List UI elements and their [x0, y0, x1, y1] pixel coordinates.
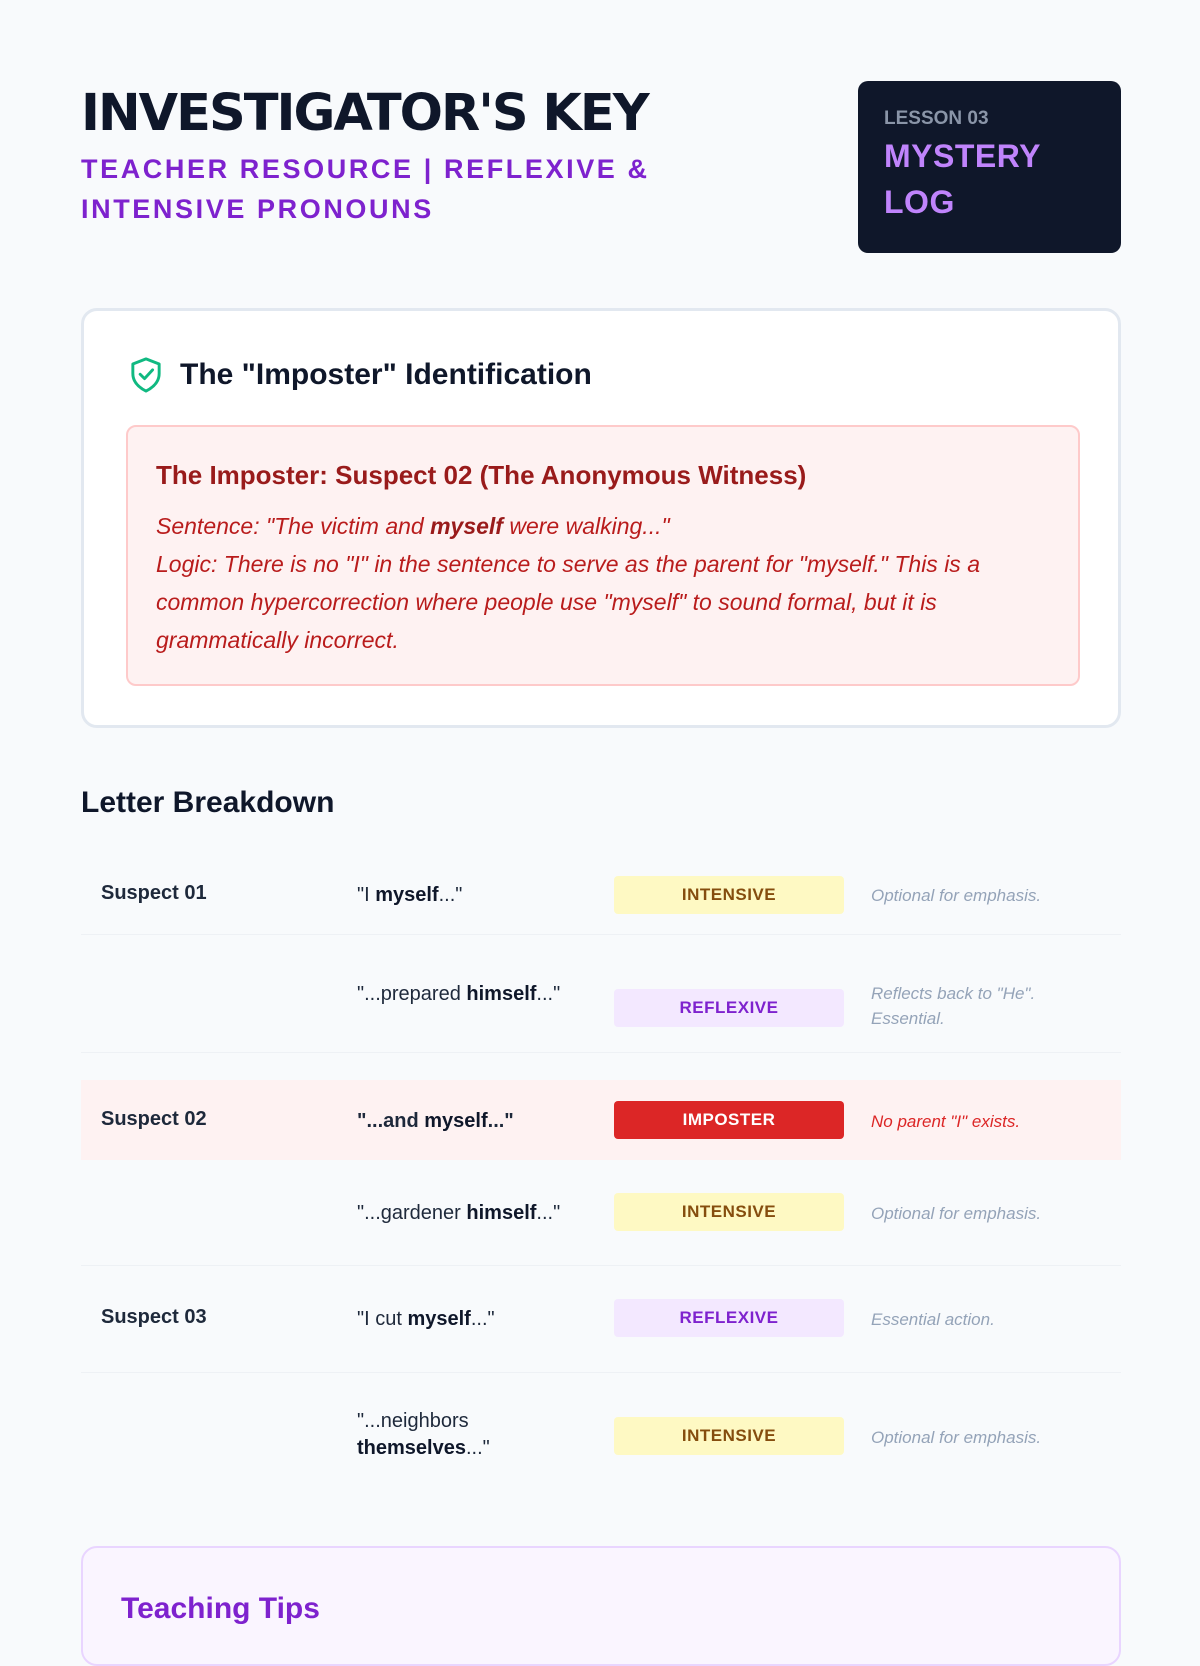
suspect-label: Suspect 03 [101, 1306, 207, 1328]
table-row [81, 935, 1121, 1053]
type-badge: INTENSIVE [614, 876, 844, 914]
imposter-alert [126, 425, 1080, 686]
card-header [128, 355, 592, 395]
type-badge: INTENSIVE [614, 1193, 844, 1231]
quote-cell: "I cut myself..." [357, 1308, 495, 1330]
table-row [81, 855, 1121, 935]
table-row [81, 1266, 1121, 1373]
note-cell: Essential action. [871, 1310, 995, 1329]
type-badge: REFLEXIVE [614, 989, 844, 1027]
quote-cell: "...prepared himself..." [357, 983, 561, 1005]
imposter-identification-card [81, 308, 1121, 728]
type-badge: REFLEXIVE [614, 1299, 844, 1337]
suspect-label: Suspect 02 [101, 1108, 207, 1130]
table-row-imposter [81, 1080, 1121, 1160]
note-cell: Reflects back to "He". Essential. [871, 984, 1036, 1028]
alert-title: The Imposter: Suspect 02 (The Anonymous Witness) [156, 460, 807, 490]
sentence-prefix: Sentence: "The victim and [156, 513, 431, 539]
note-cell: Optional for emphasis. [871, 886, 1042, 905]
card-title: The "Imposter" Identification [180, 358, 592, 391]
page-title: INVESTIGATOR'S KEY [81, 84, 648, 143]
sentence-pronoun: myself [430, 513, 503, 539]
page-subtitle: TEACHER RESOURCE | REFLEXIVE & INTENSIVE PRONOUNS [81, 154, 650, 224]
note-cell: Optional for emphasis. [871, 1204, 1042, 1223]
shield-check-icon [128, 356, 164, 394]
suspect-label: Suspect 01 [101, 882, 207, 904]
table-row [81, 1160, 1121, 1266]
quote-cell: "...and myself..." [357, 1110, 514, 1132]
lesson-title: MYSTERY LOG [884, 138, 1041, 220]
alert-sentence [156, 507, 1050, 545]
quote-cell: "...neighbors themselves..." [357, 1410, 490, 1459]
type-badge: INTENSIVE [614, 1417, 844, 1455]
sentence-suffix: were walking..." [502, 513, 670, 539]
note-cell: Optional for emphasis. [871, 1428, 1042, 1447]
lesson-label: LESSON 03 [884, 108, 989, 129]
table-row [81, 1373, 1121, 1493]
alert-logic: Logic: There is no "I" in the sentence to serve as the parent for "myself." This is a common hypercorrection where people use "myself" to sound formal, but it is grammatically incorrect. [156, 551, 980, 653]
quote-cell: "...gardener himself..." [357, 1202, 561, 1224]
teaching-tips-card [81, 1546, 1121, 1666]
note-cell: No parent "I" exists. [871, 1112, 1021, 1131]
type-badge: IMPOSTER [614, 1101, 844, 1139]
quote-cell: "I myself..." [357, 884, 463, 906]
header [81, 80, 1121, 255]
section-title: Letter Breakdown [81, 786, 335, 819]
lesson-badge [858, 81, 1121, 253]
tips-title: Teaching Tips [121, 1592, 320, 1625]
